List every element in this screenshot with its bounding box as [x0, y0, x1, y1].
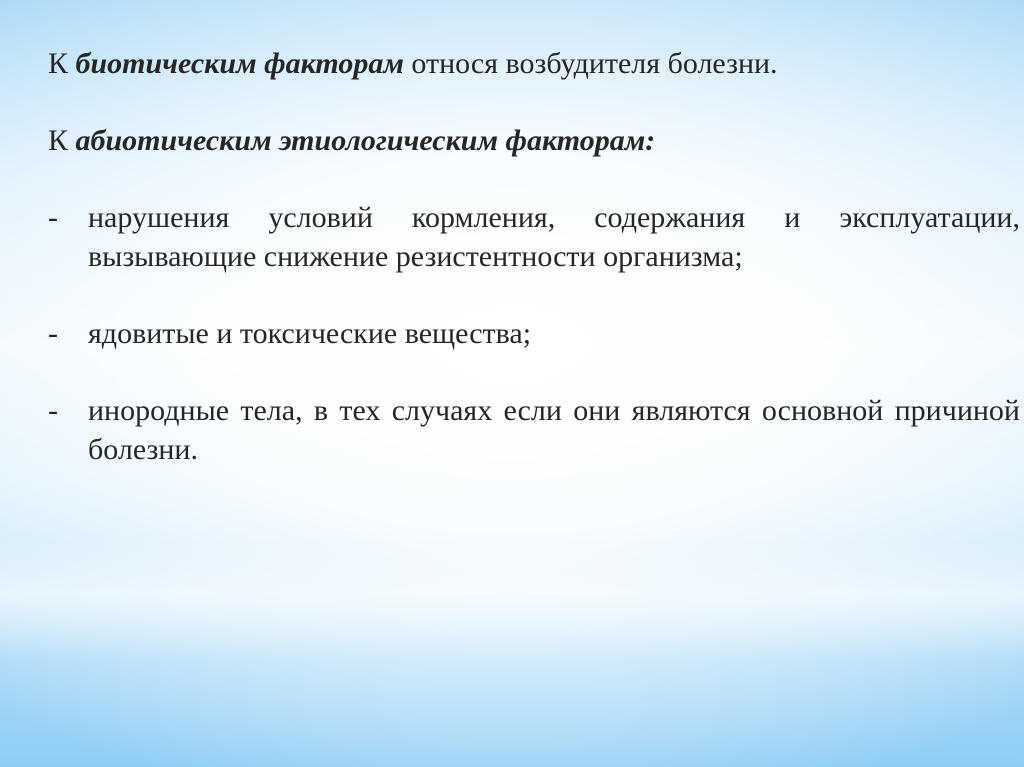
- line1-prefix: К: [48, 47, 76, 80]
- biotic-factors-line: [48, 44, 1020, 83]
- line2-prefix: К: [48, 124, 76, 157]
- bullet-dash: -: [48, 317, 58, 350]
- abiotic-factors-line: [48, 121, 1020, 160]
- biotic-factors-emphasis: биотическим факторам: [75, 47, 404, 80]
- slide-text-body: [48, 44, 1020, 469]
- background-highlight-band: [0, 540, 1024, 660]
- bullet-text: нарушения условий кормления, содержания и эксплуатации, вызывающие снижение резистентности организма;: [88, 201, 1020, 273]
- abiotic-factors-emphasis: абиотическим этиологическим факторам:: [75, 124, 656, 157]
- bullet-item-toxic-substances: [48, 314, 1020, 353]
- bullet-item-conditions: [48, 198, 1020, 276]
- bullet-text: ядовитые и токсические вещества;: [88, 317, 532, 350]
- line1-rest: относя возбудителя болезни.: [403, 47, 778, 80]
- bullet-text: инородные тела, в тех случаях если они являются основной причиной болезни.: [88, 394, 1020, 466]
- bullet-item-foreign-bodies: [48, 391, 1020, 469]
- bullet-dash: -: [48, 201, 58, 234]
- bullet-dash: -: [48, 394, 58, 427]
